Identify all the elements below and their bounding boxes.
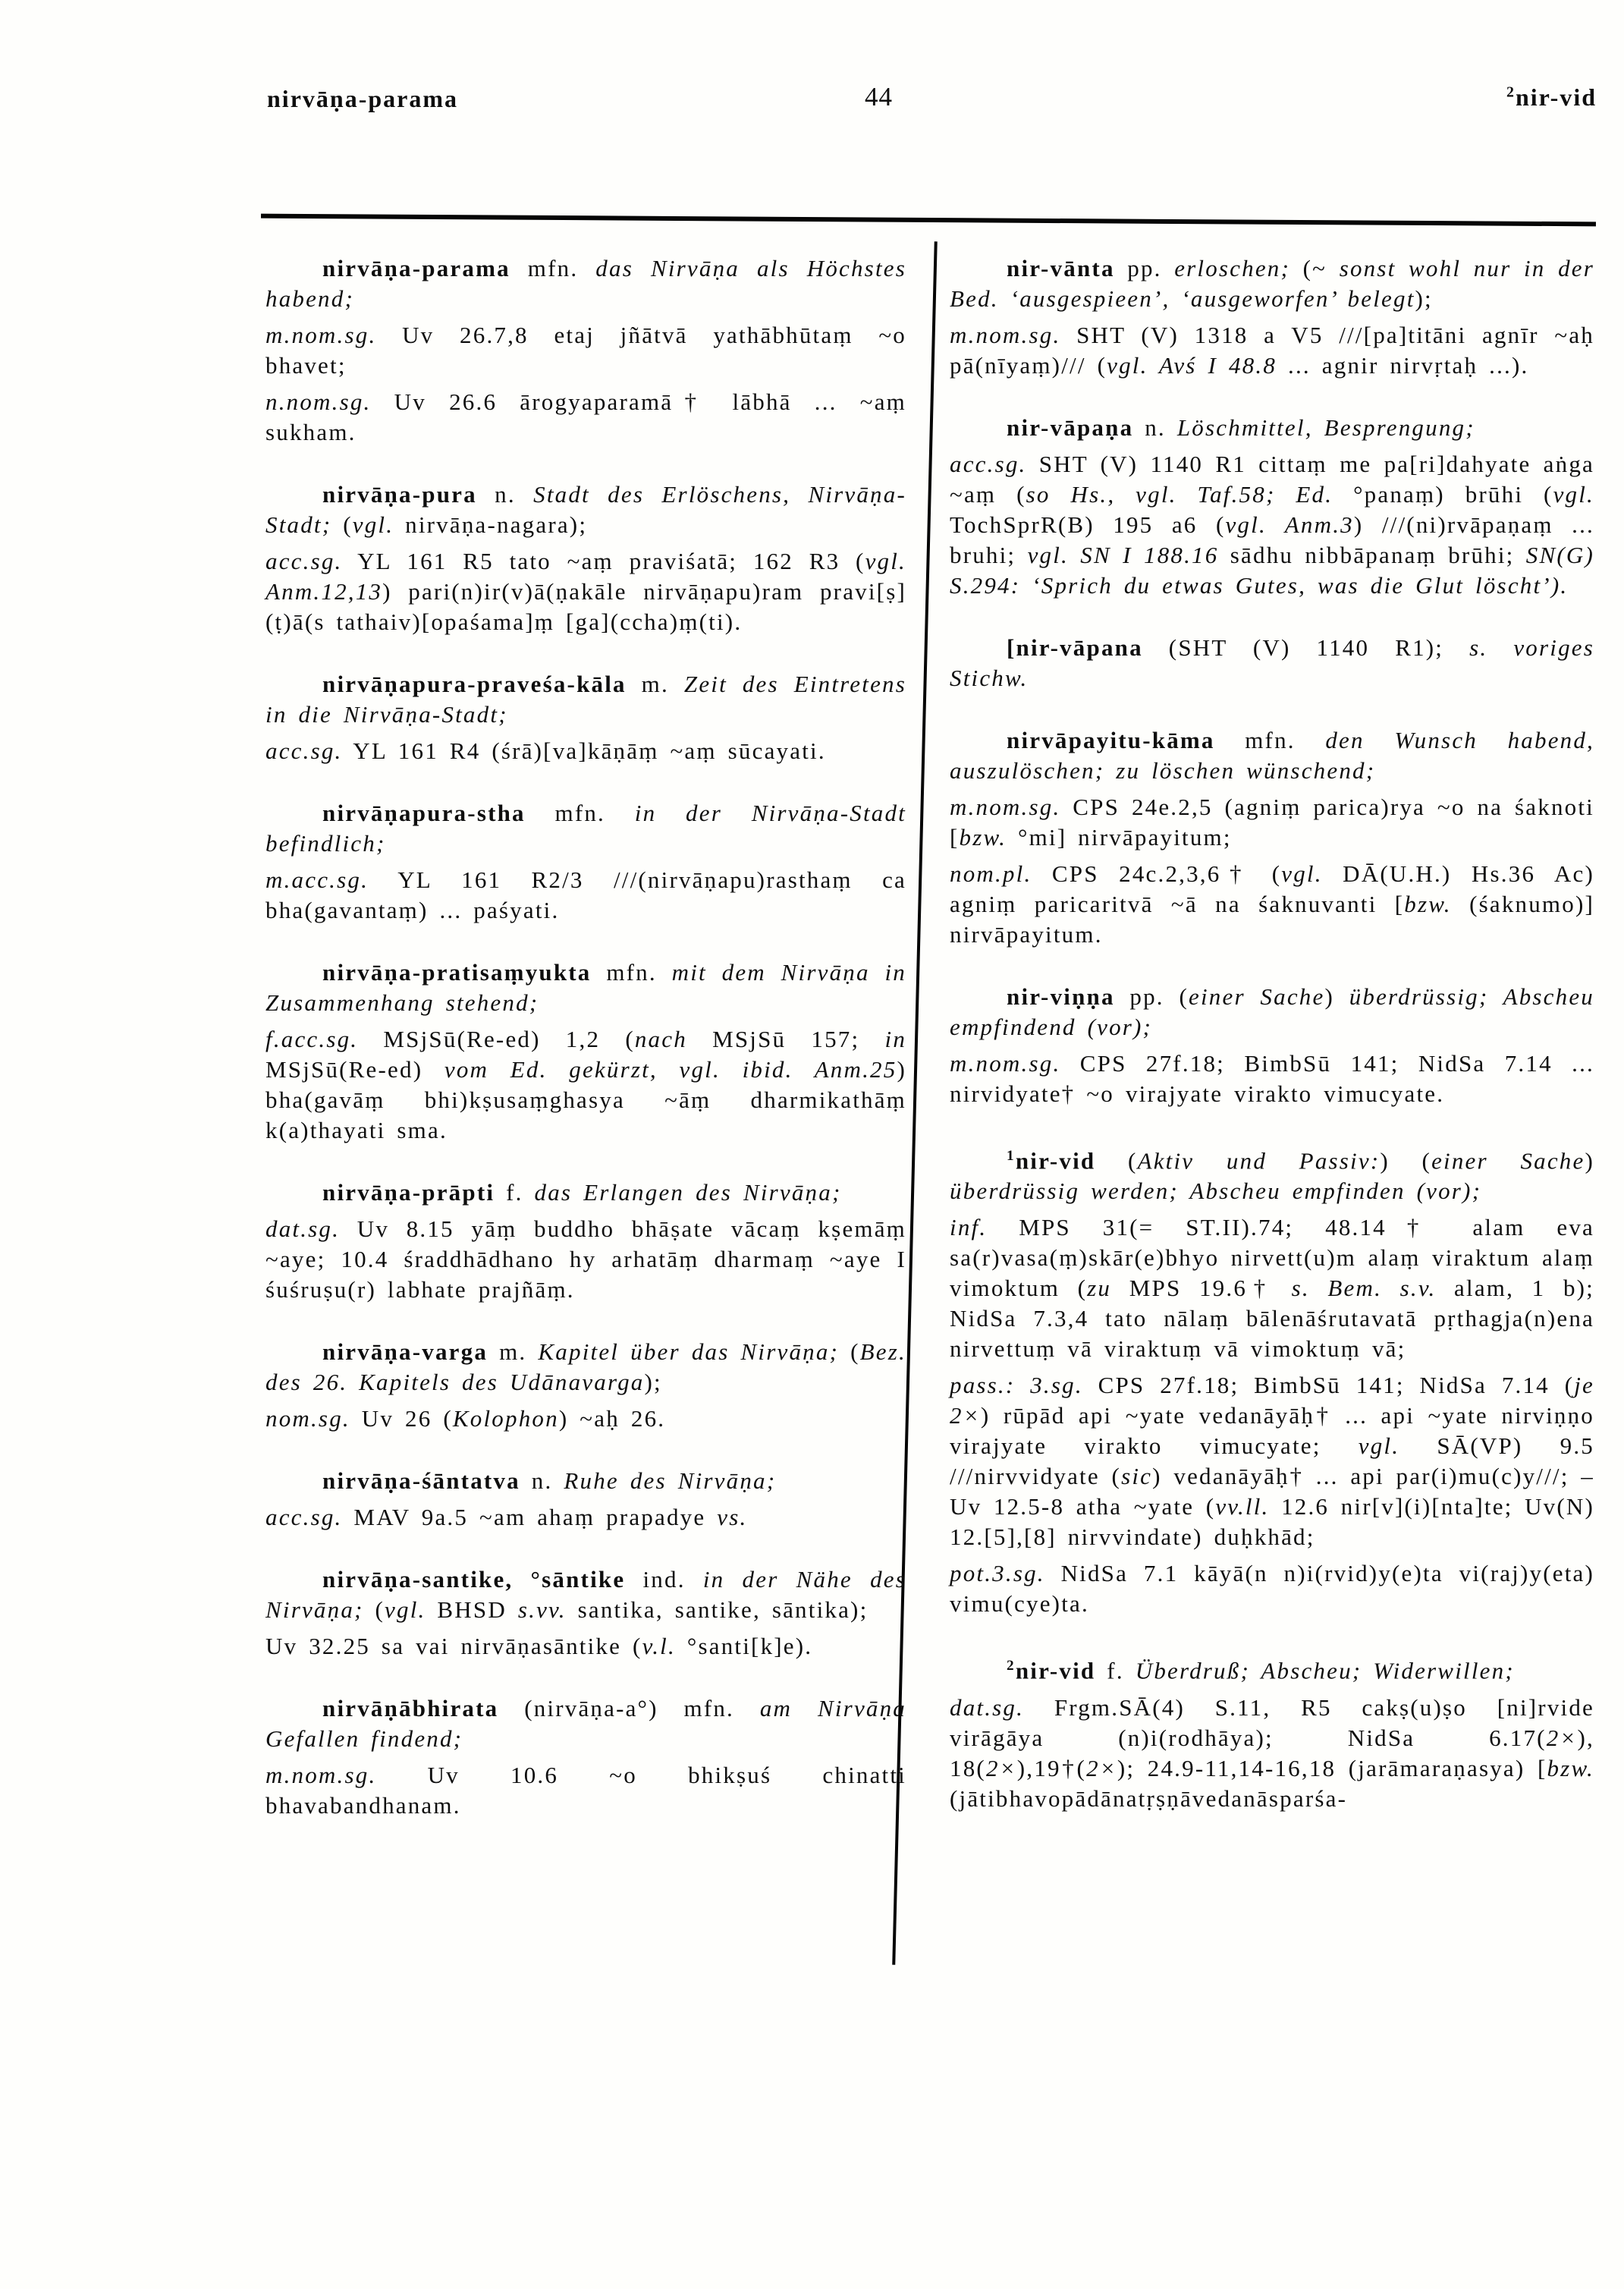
citation-line [950,449,1594,601]
italic-text: vs. [717,1504,748,1530]
italic-text: n.nom.sg. [265,388,372,415]
citation-line [265,1502,906,1533]
dict-entry [265,1693,906,1821]
plain-text: pp. [1114,255,1175,281]
italic-text: überdrüssig; Abscheu empfindend (vor); [950,983,1594,1040]
italic-text: Bez. des 26. Kapitels des Udānavarga [265,1338,906,1395]
italic-text: acc.sg. [950,451,1027,477]
plain-text: Uv 26 ( [350,1405,453,1432]
dict-entry [950,1141,1594,1619]
running-head-homonym-number: 2 [1506,83,1516,101]
italic-text: m.acc.sg. [265,866,369,893]
italic-text: acc.sg. [265,548,343,574]
italic-text: vv.ll. [1215,1493,1270,1520]
plain-text: YL 161 R2/3 ///(nirvāṇapu)rasthaṃ ca bha(gavantaṃ) ... paśyati. [265,866,906,923]
italic-text: zu [1087,1275,1112,1302]
headword: nirvāṇa-śāntatva [322,1467,520,1494]
plain-text: ) ( [1380,1147,1432,1174]
italic-text: m.nom.sg. [265,322,377,348]
italic-text: vgl. Anm.12,13 [265,548,906,605]
plain-text: ); 24.9-11,14-16,18 (jarāmaraṇasya) [ [1117,1754,1547,1781]
plain-text: (jātibhavopādānatṛṣṇāvedanāsparśa- [950,1784,1348,1812]
plain-text: MAV 9a.5 ~am ahaṃ prapadye [342,1504,718,1530]
plain-text: MSjSū(Re-ed) [265,1056,444,1083]
italic-text: Ruhe des Nirvāṇa; [564,1467,777,1494]
entry-heading-line [950,253,1594,314]
plain-text: YL 161 R5 tato ~aṃ praviśatā; 162 R3 ( [342,548,865,574]
plain-text: BHSD [426,1596,518,1623]
headword: nirvāṇa-pura [322,481,477,508]
headword: [nir-vāpana [1007,634,1143,661]
plain-text: ) ///(ni)rvāpaṇaṃ ... bruhi; [950,511,1594,568]
italic-text: m.nom.sg. [950,1050,1061,1077]
plain-text: ), 18( [950,1724,1594,1781]
italic-text: erloschen; [1174,255,1291,281]
italic-text: Kolophon [452,1405,559,1432]
dict-entry [265,253,906,448]
running-head-right [1506,83,1597,112]
plain-text: CPS 27f.18; BimbSū 141; NidSa 7.14 ... nirvidyate† ~o virajyate virakto vimucyate. [950,1050,1594,1107]
headword: nirvāṇapura-praveśa-kāla [322,671,627,697]
entry-heading-line [950,725,1594,786]
plain-text: ... agnir nirvṛtaḥ ...). [1277,352,1529,379]
dict-entry [950,1651,1594,1813]
entry-heading-line [265,669,906,730]
plain-text: Frgm.SĀ(4) S.11, R5 cakṣ(u)ṣo [ni]rvide virāgāya (n)i(rodhāya); NidSa 6.17( [950,1693,1594,1751]
column-right [950,253,1594,1846]
plain-text: mfn. [1214,727,1326,753]
italic-text: je 2× [950,1372,1594,1429]
italic-text: vgl. [1281,860,1323,887]
italic-text: m.nom.sg. [950,322,1061,348]
italic-text: dat.sg. [950,1693,1025,1721]
italic-text: Überdruß; Abscheu; Widerwillen; [1135,1657,1515,1684]
italic-text: das Nirvāṇa als Höchstes habend; [265,255,906,312]
citation-line [265,1214,906,1305]
headword: nirvāṇābhirata [322,1695,499,1721]
italic-text: m.nom.sg. [950,794,1061,820]
plain-text: SĀ(VP) 9.5 ///nirvvidyate ( [950,1432,1594,1490]
plain-text: MPS 31(= ST.II).74; 48.14† alam eva sa(r)vasa(ṃ)skār(e)bhyo nirvett(u)m alaṃ viraktum alaṃ vimoktum ( [950,1214,1594,1302]
italic-text: sonst wohl nur in der Bed. ‘ausgespieen’, ‘ausgeworfen’ belegt [950,255,1595,312]
italic-text: bzw. [959,824,1007,851]
entry-heading-line [950,1651,1594,1686]
headword: nir-viṇṇa [1007,983,1115,1010]
italic-text: nach [634,1026,687,1052]
headword: nirvāṇa-santike, °sāntike [322,1566,626,1593]
headword: nirvāṇa-varga [322,1338,488,1365]
citation-line [265,736,906,766]
italic-text: mit dem Nirvāṇa in Zusammenhang stehend; [265,959,906,1016]
dict-entry [265,1564,906,1662]
entry-heading-line [265,957,906,1018]
homonym-number: 1 [1007,1148,1016,1164]
entry-heading-line [265,1337,906,1398]
italic-text: vgl. [352,511,394,538]
citation-line [265,1024,906,1146]
plain-text: pp. ( [1114,983,1189,1010]
dict-entry [950,253,1594,381]
dict-entry [950,633,1594,693]
headword: nirvāṇa-pratisaṃyukta [322,959,592,986]
italic-text: acc.sg. [265,737,343,764]
italic-text: so Hs., vgl. Taf.58; Ed. [1026,481,1333,508]
italic-text: 2× [1546,1724,1578,1751]
plain-text: ),19†( [1016,1754,1087,1781]
italic-text: 2× [1086,1754,1117,1781]
plain-text: mfn. [510,255,596,281]
plain-text: MSjSū(Re-ed) 1,2 ( [358,1026,635,1052]
headword: nirvāṇapura-stha [322,800,526,826]
plain-text: MPS 19.6† [1111,1275,1292,1302]
plain-text: ) rūpād api ~yate vedanāyāḥ† ... api ~yate nirviṇṇo virajyate virakto vimucyate; [950,1402,1594,1460]
italic-text: vgl. [1553,481,1595,508]
dict-entry [265,1178,906,1305]
plain-text: ) vedanāyāḥ† ... api par(i)mu(c)y///; – Uv 12.5-8 atha ~yate ( [950,1463,1594,1520]
italic-text: v.l. [642,1633,676,1659]
entry-heading-line [950,633,1594,693]
italic-text: in [884,1026,907,1052]
dict-entry [265,1337,906,1434]
headword: nir-vid [1015,1657,1096,1684]
italic-text: vgl. [1358,1432,1400,1460]
dict-entry [265,798,906,926]
plain-text: ) ~aḥ 26. [558,1405,666,1432]
dict-entry [265,669,906,766]
header-rule [261,214,1596,227]
italic-text: nom.pl. [950,860,1032,887]
plain-text: ind. [625,1566,703,1593]
column-left [265,253,906,1853]
citation-line [950,792,1594,853]
italic-text: sic [1121,1463,1153,1490]
plain-text: Uv 8.15 yāṃ buddho bhāṣate vācaṃ kṣemāṃ ~aye; 10.4 śraddhādhano hy arhatāṃ dharmaṃ ~aye I śuśruṣu(r) labhate prajñāṃ. [265,1215,906,1303]
italic-text: am Nirvāṇa Gefallen findend; [265,1695,907,1752]
dict-entry [265,1466,906,1533]
italic-text: den Wunsch habend, auszulöschen; zu löschen wünschend; [950,727,1594,784]
citation-line [950,1212,1594,1364]
plain-text: CPS 24c.2,3,6† ( [1032,860,1282,887]
italic-text: m.nom.sg. [265,1762,377,1788]
homonym-number: 2 [1007,1658,1016,1674]
citation-line [950,1049,1594,1109]
plain-text: (~ [1290,255,1340,281]
plain-text: ); [644,1369,662,1395]
plain-text: °mi] nirvāpayitum; [1007,824,1232,851]
citation-line [265,320,906,381]
plain-text: TochSprR(B) 195 a6 ( [950,511,1226,538]
headword: nirvāṇa-prāpti [322,1179,495,1206]
plain-text: ) [1585,1147,1594,1174]
plain-text: m. [626,671,684,697]
italic-text: pot.3.sg. [950,1560,1045,1587]
italic-text: in der Nähe des Nirvāṇa; [265,1566,906,1623]
italic-text: acc.sg. [265,1504,343,1530]
italic-text: Löschmittel, Besprengung; [1176,414,1475,441]
entry-heading-line [265,1693,906,1754]
italic-text: einer Sache [1431,1147,1585,1174]
italic-text: 2× [985,1754,1017,1781]
headword: nir-vāpaṇa [1007,414,1134,441]
headword: nir-vid [1015,1147,1096,1174]
plain-text: n. [520,1467,564,1494]
plain-text: 12.6 nir[v](i)[nta]te; Uv(N) 12.[5],[8] nirvvindate) duḥkhād; [950,1493,1594,1551]
dict-entry [265,479,906,637]
page-number: 44 [865,82,893,112]
italic-text: bzw. [1547,1754,1594,1781]
italic-text: vgl. [385,1596,426,1623]
entry-heading-line [265,253,906,314]
plain-text: m. [488,1338,539,1365]
plain-text: Uv 26.6 ārogyaparamā† lābhā ... ~aṃ sukham. [265,388,906,445]
entry-heading-line [265,798,906,859]
italic-text: vgl. Avś I 48.8 [1107,352,1277,379]
headword: nirvāṇa-parama [322,255,510,281]
dict-entry [950,725,1594,950]
italic-text: nom.sg. [265,1405,350,1432]
italic-text: Aktiv und Passiv: [1137,1147,1381,1174]
citation-line [950,320,1594,381]
dict-entry [950,413,1594,601]
italic-text: vgl. Anm.3 [1225,511,1354,538]
plain-text: YL 161 R4 (śrā)[va]kāṇāṃ ~aṃ sūcayati. [342,737,826,764]
plain-text: f. [1095,1657,1136,1684]
entry-heading-line [265,1178,906,1208]
citation-line [950,859,1594,950]
citation-line [265,387,906,448]
plain-text: santika, santike, sāntika); [566,1596,869,1623]
plain-text: n. [1133,414,1177,441]
plain-text: mfn. [525,800,635,826]
plain-text: (śaknumo)] nirvāpayitum. [950,891,1594,948]
italic-text: inf. [950,1214,988,1241]
plain-text: CPS 27f.18; BimbSū 141; NidSa 7.14 ( [1082,1372,1575,1399]
italic-text: SN(G) S.294: ‘Sprich du etwas Gutes, was die Glut löscht’). [950,542,1594,599]
entry-heading-line [265,1564,906,1625]
citation-line [950,1558,1594,1619]
plain-text: DĀ(U.H.) Hs.36 Ac) agniṃ paricaritvā ~ā na śaknuvanti [ [950,860,1594,917]
citation-line [265,1760,906,1821]
citation-line [950,1693,1594,1814]
plain-text: Uv 26.7,8 etaj jñātvā yathābhūtaṃ ~o bhavet; [265,322,906,379]
italic-text: s. Bem. s.v. [1291,1275,1437,1302]
italic-text: s. voriges Stichw. [950,634,1594,691]
plain-text: MSjSū 157; [686,1026,885,1052]
headword: nirvāpayitu-kāma [1007,727,1215,753]
entry-heading-line [950,982,1594,1042]
plain-text: (nirvāṇa-a°) mfn. [498,1695,760,1721]
italic-text: bzw. [1404,891,1452,917]
plain-text: nirvāṇa-nagara); [394,511,588,538]
plain-text: SHT (V) 1318 a V5 ///[pa]titāni agnīr ~aḥ pā(nīyaṃ)/// ( [950,322,1594,379]
italic-text: Stadt des Erlöschens, Nirvāṇa-Stadt; [265,481,906,538]
citation-line [950,1370,1594,1552]
italic-text: vom Ed. gekürzt, vgl. ibid. Anm.25 [444,1056,897,1083]
dict-entry [265,957,906,1146]
plain-text: ( [1095,1147,1138,1174]
italic-text: dat.sg. [265,1215,341,1242]
italic-text: s.vv. [517,1596,567,1623]
entry-heading-line [950,1141,1594,1206]
plain-text: ); [1415,285,1433,312]
plain-text: Uv 10.6 ~o bhikṣuś chinatti bhavabandhanam. [265,1762,906,1819]
plain-text: ( [363,1596,385,1623]
plain-text: ) pari(n)ir(v)ā(ṇakāle nirvāṇapu)ram pravi[ṣ](ṭ)ā(s tathaiv)[opaśama]ṃ [ga](ccha)ṃ(ti). [265,578,906,635]
plain-text: (SHT (V) 1140 R1); [1142,634,1470,661]
italic-text: Kapitel über das Nirvāṇa; [538,1338,840,1365]
plain-text: NidSa 7.1 kāyā(n n)i(rvid)y(e)ta vi(raj)y(eta) vimu(cye)ta. [950,1560,1594,1618]
italic-text: überdrüssig werden; Abscheu empfinden (vor); [950,1178,1482,1205]
running-head-word: nir-vid [1515,83,1597,111]
plain-text: °santi[k]e). [675,1633,813,1659]
plain-text: CPS 24e.2,5 (agniṃ parica)rya ~o na śaknoti [ [950,794,1594,851]
italic-text: einer Sache [1189,983,1325,1010]
citation-line [265,1404,906,1434]
italic-text: pass.: 3.sg. [950,1372,1083,1399]
plain-text: sādhu nibbāpanaṃ brūhi; [1218,542,1526,568]
italic-text: Zeit des Eintretens in die Nirvāṇa-Stadt; [265,671,906,728]
italic-text: das Erlangen des Nirvāṇa; [534,1179,842,1206]
citation-line [265,865,906,926]
plain-text: ) bha(gavāṃ bhi)kṣusaṃghasya ~āṃ dharmikathāṃ k(a)thayati sma. [265,1056,906,1143]
plain-text: n. [476,481,534,508]
plain-text: alam, 1 b); NidSa 7.3,4 tato nālaṃ bālenāśrutavatā pṛthagja(n)ena nirvettuṃ vā viraktuṃ vā vimoktuṃ vā; [950,1275,1594,1363]
plain-text: f. [495,1179,535,1206]
citation-line [265,546,906,637]
running-head-left: nirvāṇa-parama [267,85,458,112]
dict-entry [950,982,1594,1109]
plain-text: mfn. [591,959,672,986]
plain-text: SHT (V) 1140 R1 cittaṃ me pa[ri]dahyate aṅga ~aṃ ( [950,451,1594,508]
plain-text: Uv 32.25 sa vai nirvāṇasāntike ( [265,1633,642,1659]
entry-heading-line [265,479,906,540]
plain-text: ( [839,1338,860,1365]
italic-text: in der Nirvāṇa-Stadt befindlich; [265,800,906,857]
plain-text: ( [331,511,353,538]
headword: nir-vānta [1007,255,1115,281]
plain-text: °panaṃ) brūhi ( [1333,481,1553,508]
plain-text: ) [1324,983,1349,1010]
italic-text: f.acc.sg. [265,1026,359,1052]
citation-line [265,1631,906,1662]
entry-heading-line [950,413,1594,443]
italic-text: vgl. SN I 188.16 [1027,542,1219,568]
entry-heading-line [265,1466,906,1496]
